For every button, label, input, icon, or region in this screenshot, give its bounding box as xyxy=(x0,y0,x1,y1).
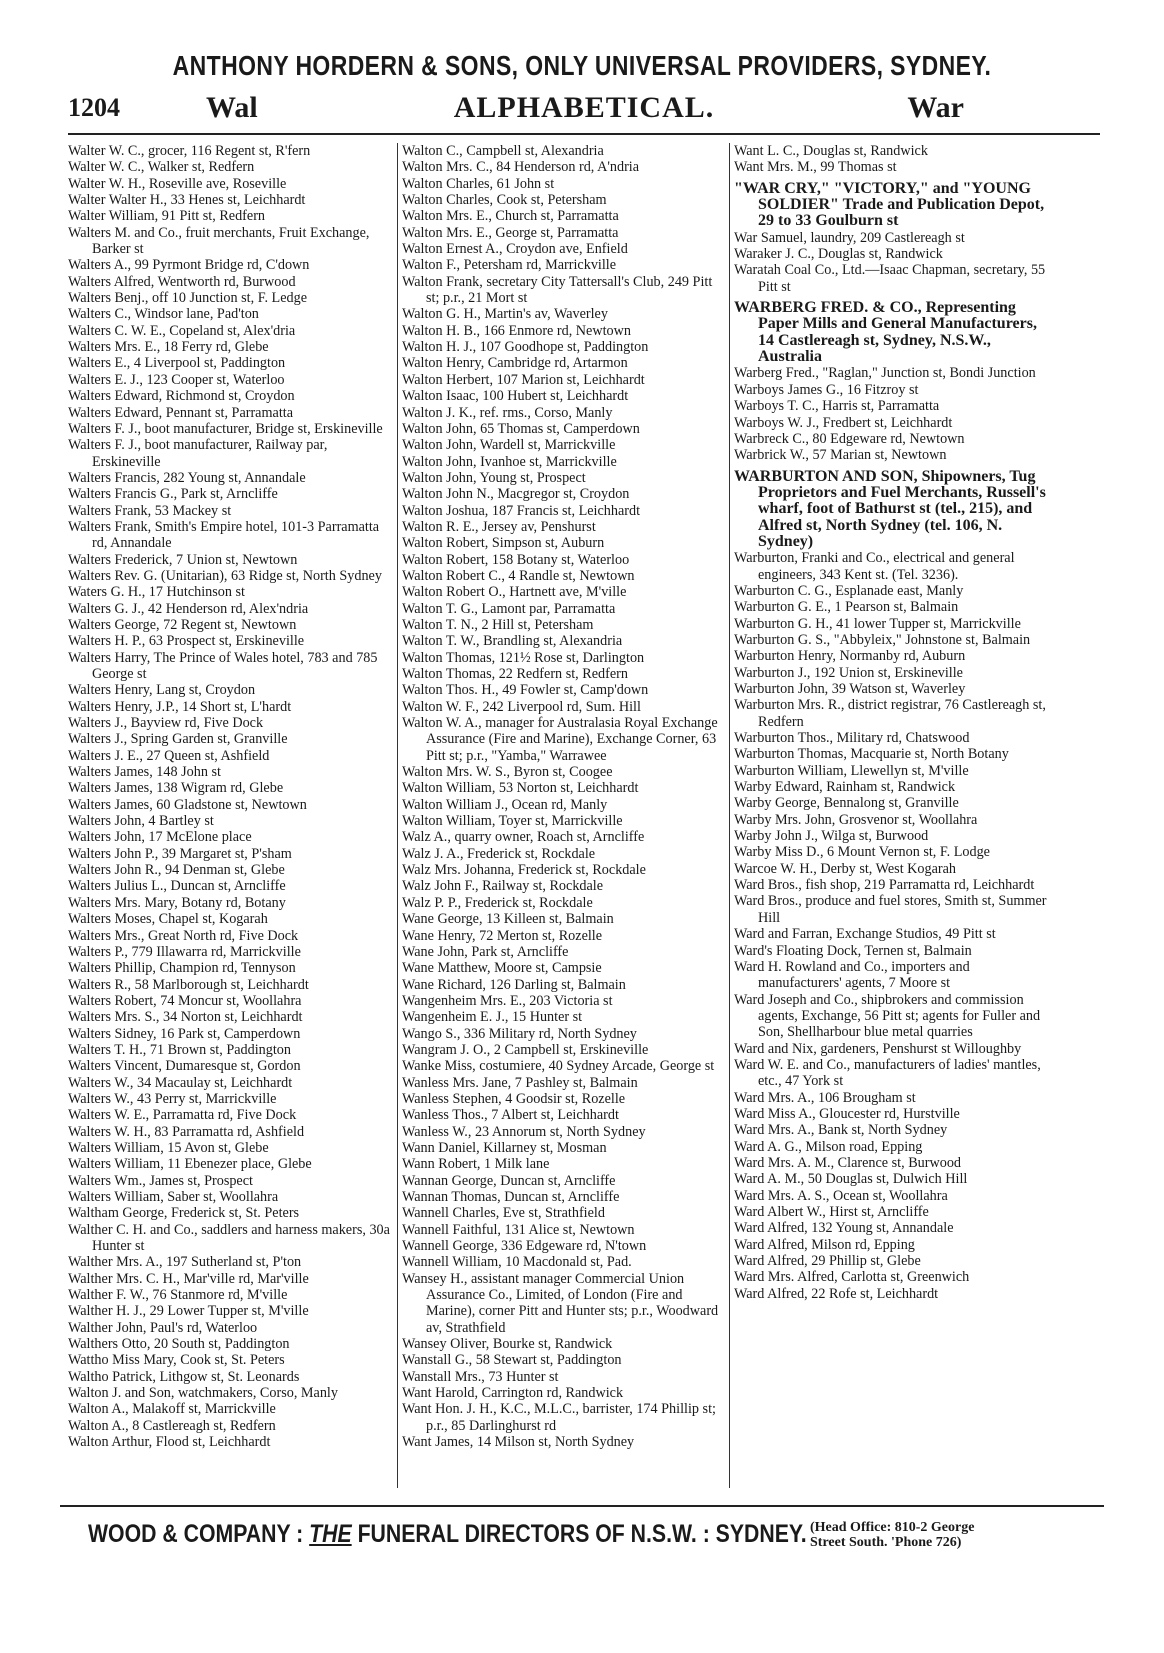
directory-entry: Walton R. E., Jersey av, Penshurst xyxy=(402,518,596,535)
footer-advertisement xyxy=(88,1520,1098,1560)
directory-entry: Walters F. J., boot manufacturer, Bridge st, Erskineville xyxy=(68,420,383,437)
directory-entry: Walton Joshua, 187 Francis st, Leichhardt xyxy=(402,502,641,519)
footer-office-line-2: Street South. 'Phone 726) xyxy=(810,1535,962,1550)
directory-entry: Walton Robert, Simpson st, Auburn xyxy=(402,535,605,552)
directory-entry: Walton John, Wardell st, Marrickville xyxy=(402,437,616,454)
directory-entry: Walton Thomas, 22 Redfern st, Redfern xyxy=(402,666,628,682)
directory-entry: Wannan Thomas, Duncan st, Arncliffe xyxy=(402,1189,620,1205)
directory-entry: Ward's Floating Dock, Ternen st, Balmain xyxy=(734,942,972,959)
directory-entry: Walter Walter H., 33 Henes st, Leichhardt xyxy=(68,192,306,209)
directory-entry: Wannell Faithful, 131 Alice st, Newtown xyxy=(402,1221,635,1238)
directory-entry: Walters Francis G., Park st, Arncliffe xyxy=(68,486,278,503)
directory-entry: Walton H. J., 107 Goodhope st, Paddington xyxy=(402,339,649,356)
directory-entry: Waltho Patrick, Lithgow st, St. Leonards xyxy=(68,1368,300,1385)
directory-entry: Warby John J., Wilga st, Burwood xyxy=(734,828,929,845)
directory-entry: Walters John, 17 McElone place xyxy=(68,829,252,846)
directory-entry: Ward Bros., fish shop, 219 Parramatta rd, Leichhardt xyxy=(734,877,1035,894)
directory-entry: Walters W., 34 Macaulay st, Leichhardt xyxy=(68,1074,293,1091)
directory-entry: Wane George, 13 Killeen st, Balmain xyxy=(402,911,614,928)
page-header xyxy=(68,93,1100,129)
directory-entry: Walters James, 148 John st xyxy=(68,764,221,781)
directory-entry: Walters Vincent, Dumaresque st, Gordon xyxy=(68,1058,301,1075)
directory-entry: Walz A., quarry owner, Roach st, Arncliffe xyxy=(402,829,645,846)
directory-entry: Waltham George, Frederick st, St. Peters xyxy=(68,1205,300,1222)
directory-entry: Warcoe W. H., Derby st, West Kogarah xyxy=(734,860,957,877)
directory-entry: Walton Robert O., Hartnett ave, M'ville xyxy=(402,584,627,601)
directory-entry: Walton Charles, 61 John st xyxy=(402,175,555,192)
directory-entry: Walton W. A., manager for Australasia Royal Exchange Assurance (Fire and Marine), Exchange Corner, 63 Pitt st; p.r., "Yamba," Warrawee xyxy=(402,715,718,764)
directory-entry: Walton Mrs. W. S., Byron st, Coogee xyxy=(402,764,613,781)
directory-entry: Walters Phillip, Champion rd, Tennyson xyxy=(68,960,296,977)
header-rule xyxy=(68,133,1100,135)
directory-entry: Walton T. G., Lamont par, Parramatta xyxy=(402,600,616,617)
directory-entry: Warburton Thos., Military rd, Chatswood xyxy=(734,730,970,747)
directory-column-1 xyxy=(68,143,394,1451)
directory-entry: War Samuel, laundry, 209 Castlereagh st xyxy=(734,229,965,246)
directory-entry: Walters John, 4 Bartley st xyxy=(68,813,214,830)
directory-entry: Walthers Otto, 20 South st, Paddington xyxy=(68,1336,290,1353)
directory-column-3 xyxy=(734,143,1056,1302)
directory-entry: Walters Frederick, 7 Union st, Newtown xyxy=(68,551,298,568)
directory-entry: Walton Herbert, 107 Marion st, Leichhardt xyxy=(402,371,645,388)
directory-entry: Walton F., Petersham rd, Marrickville xyxy=(402,257,617,274)
directory-entry: Walters William, 11 Ebenezer place, Glebe xyxy=(68,1156,312,1173)
directory-entry: Ward H. Rowland and Co., importers and manufacturers' agents, 7 Moore st xyxy=(734,958,970,992)
directory-entry: Walters Julius L., Duncan st, Arncliffe xyxy=(68,878,286,895)
directory-entry: Wannell Charles, Eve st, Strathfield xyxy=(402,1205,605,1222)
directory-entry: Walz Mrs. Johanna, Frederick st, Rockdale xyxy=(402,862,646,879)
directory-entry: Walter W. C., grocer, 116 Regent st, R'fern xyxy=(68,143,311,159)
directory-entry: Walters William, Saber st, Woollahra xyxy=(68,1189,279,1205)
directory-entry: Walters Sidney, 16 Park st, Camperdown xyxy=(68,1025,301,1042)
directory-entry: Ward Miss A., Gloucester rd, Hurstville xyxy=(734,1105,960,1122)
directory-entry: Warburton Henry, Normanby rd, Auburn xyxy=(734,648,966,665)
directory-entry: Wane Richard, 126 Darling st, Balmain xyxy=(402,976,626,993)
directory-entry: Wanstall Mrs., 73 Hunter st xyxy=(402,1368,559,1385)
directory-entry: Warburton G. S., "Abbyleix," Johnstone st, Balmain xyxy=(734,631,1031,648)
directory-entry: Walters F. J., boot manufacturer, Railway par, Erskineville xyxy=(68,437,328,470)
advertising-banner: ANTHONY HORDERN & SONS, ONLY UNIVERSAL PROVIDERS, SYDNEY. xyxy=(172,50,992,81)
directory-entry: WARBURTON AND SON, Shipowners, Tug Proprietors and Fuel Merchants, Russell's wharf, foot of Bathurst st (tel., 215), and Alfred st, North Sydney (tel. 106, N. Sydney) xyxy=(734,467,1046,550)
directory-entry: Warburton, Franki and Co., electrical and general engineers, 343 Kent st. (Tel. 3236). xyxy=(734,550,1015,583)
directory-entry: Walters Henry, Lang st, Croydon xyxy=(68,682,256,699)
directory-entry: Walther Mrs. A., 197 Sutherland st, P'ton xyxy=(68,1254,302,1271)
directory-entry: Waters G. H., 17 Hutchinson st xyxy=(68,584,245,601)
directory-entry: Walther F. W., 76 Stanmore rd, M'ville xyxy=(68,1287,288,1304)
directory-entry: Walton J. K., ref. rms., Corso, Manly xyxy=(402,404,613,421)
directory-entry: Warboys James G., 16 Fitzroy st xyxy=(734,381,919,398)
directory-entry: Walton William, Toyer st, Marrickville xyxy=(402,813,623,830)
directory-entry: Walters P., 779 Illawarra rd, Marrickville xyxy=(68,943,301,960)
directory-entry: Ward Alfred, Milson rd, Epping xyxy=(734,1236,915,1253)
directory-entry: Walters E. J., 123 Cooper st, Waterloo xyxy=(68,371,285,388)
directory-entry: Ward and Nix, gardeners, Penshurst st Willoughby xyxy=(734,1040,1022,1057)
directory-entry: Wannell William, 10 Macdonald st, Pad. xyxy=(402,1254,632,1271)
directory-entry: Walters Alfred, Wentworth rd, Burwood xyxy=(68,273,296,290)
directory-entry: Walton A., 8 Castlereagh st, Redfern xyxy=(68,1417,276,1434)
directory-entry: Warburton J., 192 Union st, Erskineville xyxy=(734,664,963,681)
directory-entry: Walters Mrs., Great North rd, Five Dock xyxy=(68,927,299,944)
directory-entry: Walters C., Windsor lane, Pad'ton xyxy=(68,306,259,323)
directory-entry: Walters Rev. G. (Unitarian), 63 Ridge st, North Sydney xyxy=(68,567,382,584)
directory-entry: Walters Moses, Chapel st, Kogarah xyxy=(68,911,268,928)
directory-entry: Warberg Fred., "Raglan," Junction st, Bondi Junction xyxy=(734,365,1036,382)
directory-entry: Wannan George, Duncan st, Arncliffe xyxy=(402,1172,616,1189)
directory-entry: Walters Benj., off 10 Junction st, F. Ledge xyxy=(68,290,308,307)
directory-entry: Wane Henry, 72 Merton st, Rozelle xyxy=(402,927,603,944)
directory-entry: Warburton William, Llewellyn st, M'ville xyxy=(734,762,969,779)
directory-entry: Walton William J., Ocean rd, Manly xyxy=(402,796,608,813)
directory-entry: Walters Mrs. E., 18 Ferry rd, Glebe xyxy=(68,339,269,356)
directory-entry: Ward Alfred, 22 Rofe st, Leichhardt xyxy=(734,1285,939,1302)
directory-entry: Walton Robert C., 4 Randle st, Newtown xyxy=(402,567,635,584)
directory-entry: Walton Robert, 158 Botany st, Waterloo xyxy=(402,551,630,568)
directory-entry: Walter W. H., Roseville ave, Roseville xyxy=(68,175,287,192)
directory-entry: Ward Albert W., Hirst st, Arncliffe xyxy=(734,1204,929,1220)
directory-entry: Want L. C., Douglas st, Randwick xyxy=(734,143,928,159)
directory-entry: Walton A., Malakoff st, Marrickville xyxy=(68,1401,276,1418)
directory-entry: Walters John P., 39 Margaret st, P'sham xyxy=(68,845,292,862)
directory-entry: Walton John, 65 Thomas st, Camperdown xyxy=(402,420,640,437)
directory-entry: Ward Joseph and Co., shipbrokers and commission agents, Exchange, 56 Pitt st; agents for Fuller and Son, Shellharbour blue metal quarries xyxy=(734,991,1041,1041)
directory-entry: Warby Miss D., 6 Mount Vernon st, F. Lodge xyxy=(734,844,990,861)
directory-entry: Warby George, Bennalong st, Granville xyxy=(734,795,959,812)
directory-entry: Walton John, Young st, Prospect xyxy=(402,469,586,486)
directory-entry: Wangenheim Mrs. E., 203 Victoria st xyxy=(402,992,613,1009)
directory-entry: Walton Frank, secretary City Tattersall's Club, 249 Pitt st; p.r., 21 Mort st xyxy=(402,273,713,307)
directory-entry: Walters George, 72 Regent st, Newtown xyxy=(68,616,297,633)
directory-entry: Walters James, 138 Wigram rd, Glebe xyxy=(68,780,284,797)
directory-entry: WARBERG FRED. & CO., Representing Paper Mills and General Manufacturers, 14 Castlereagh st, Sydney, N.S.W., Australia xyxy=(734,299,1037,366)
directory-entry: Walton J. and Son, watchmakers, Corso, Manly xyxy=(68,1385,338,1402)
directory-entry: Walton H. B., 166 Enmore rd, Newtown xyxy=(402,322,631,339)
directory-entry: Ward Alfred, 29 Phillip st, Glebe xyxy=(734,1253,921,1270)
directory-entry: Wansey H., assistant manager Commercial Union Assurance Co., Limited, of London (Fire and Marine), corner Pitt and Hunter sts; p.r., Woodward av, Strathfield xyxy=(402,1270,719,1336)
directory-entry: Warburton G. H., 41 lower Tupper st, Marrickville xyxy=(734,615,1021,632)
directory-entry: Walther Mrs. C. H., Mar'ville rd, Mar'ville xyxy=(68,1270,309,1287)
directory-entry: Walz John F., Railway st, Rockdale xyxy=(402,878,604,895)
directory-entry: Walters J., Spring Garden st, Granville xyxy=(68,731,288,748)
directory-entry: Wanless Stephen, 4 Goodsir st, Rozelle xyxy=(402,1090,626,1107)
directory-entry: Ward Mrs. A., 106 Brougham st xyxy=(734,1089,916,1106)
directory-entry: Warburton Mrs. R., district registrar, 76 Castlereagh st, Redfern xyxy=(734,697,1046,730)
footer-office-line-1: (Head Office: 810-2 George xyxy=(810,1520,975,1535)
directory-entry: Walton G. H., Martin's av, Waverley xyxy=(402,306,608,323)
directory-entry: Walters M. and Co., fruit merchants, Fruit Exchange, Barker st xyxy=(68,224,370,258)
directory-entry: Walton Thomas, 121½ Rose st, Darlington xyxy=(402,649,645,666)
directory-entry: Walters W., 43 Perry st, Marrickville xyxy=(68,1090,277,1107)
directory-entry: Want Hon. J. H., K.C., M.L.C., barrister, 174 Phillip st; p.r., 85 Darlinghurst rd xyxy=(402,1401,716,1434)
directory-entry: Walter William, 91 Pitt st, Redfern xyxy=(68,208,266,225)
directory-entry: Wanless Thos., 7 Albert st, Leichhardt xyxy=(402,1107,619,1124)
directory-entry: Warboys T. C., Harris st, Parramatta xyxy=(734,398,940,415)
directory-entry: Walther John, Paul's rd, Waterloo xyxy=(68,1319,258,1336)
directory-entry: Walters Mrs. S., 34 Norton st, Leichhardt xyxy=(68,1009,303,1026)
directory-entry: Walton W. F., 242 Liverpool rd, Sum. Hill xyxy=(402,698,641,715)
directory-entry: Walton Arthur, Flood st, Leichhardt xyxy=(68,1434,271,1451)
directory-entry: Warburton C. G., Esplanade east, Manly xyxy=(734,582,964,599)
directory-entry: Walters E., 4 Liverpool st, Paddington xyxy=(68,355,286,372)
headword-right: War xyxy=(907,91,964,124)
directory-entry: Wanstall G., 58 Stewart st, Paddington xyxy=(402,1352,622,1369)
directory-entry: Warburton Thomas, Macquarie st, North Botany xyxy=(734,746,1009,763)
directory-entry: Walters Robert, 74 Moncur st, Woollahra xyxy=(68,992,302,1009)
directory-entry: Walters Harry, The Prince of Wales hotel, 783 and 785 George st xyxy=(68,649,378,682)
directory-entry: Wattho Miss Mary, Cook st, St. Peters xyxy=(68,1352,285,1369)
directory-entry: Walters Edward, Pennant st, Parramatta xyxy=(68,404,293,421)
directory-entry: Walters James, 60 Gladstone st, Newtown xyxy=(68,796,307,813)
directory-column-2 xyxy=(402,143,725,1451)
directory-entry: Warbrick W., 57 Marian st, Newtown xyxy=(734,447,947,464)
directory-entry: Wann Robert, 1 Milk lane xyxy=(402,1156,550,1173)
directory-entry: Wango S., 336 Military rd, North Sydney xyxy=(402,1025,637,1042)
directory-entry: Walton C., Campbell st, Alexandria xyxy=(402,143,604,159)
directory-entry: Walton Ernest A., Croydon ave, Enfield xyxy=(402,241,628,258)
directory-entry: Ward Mrs. A., Bank st, North Sydney xyxy=(734,1122,948,1139)
directory-entry: Wangenheim E. J., 15 Hunter st xyxy=(402,1009,583,1026)
directory-entry: Warburton G. E., 1 Pearson st, Balmain xyxy=(734,599,959,616)
directory-entry: Walters Wm., James st, Prospect xyxy=(68,1172,253,1189)
directory-entry: Walther H. J., 29 Lower Tupper st, M'ville xyxy=(68,1303,309,1320)
directory-entry: Wangram J. O., 2 Campbell st, Erskineville xyxy=(402,1041,649,1058)
directory-entry: Walton T. N., 2 Hill st, Petersham xyxy=(402,616,594,633)
directory-entry: Ward and Farran, Exchange Studios, 49 Pitt st xyxy=(734,926,996,943)
directory-entry: Walters W. H., 83 Parramatta rd, Ashfield xyxy=(68,1123,305,1140)
directory-entry: Ward Mrs. A. M., Clarence st, Burwood xyxy=(734,1154,962,1171)
directory-entry: Wansey Oliver, Bourke st, Randwick xyxy=(402,1336,613,1353)
page-number: 1204 xyxy=(68,93,120,122)
directory-entry: Walters Edward, Richmond st, Croydon xyxy=(68,388,295,405)
footer-brand-text xyxy=(88,1520,807,1549)
directory-entry: Waraker J. C., Douglas st, Randwick xyxy=(734,246,943,263)
directory-entry: Walter W. C., Walker st, Redfern xyxy=(68,159,255,176)
directory-entry: Wanless Mrs. Jane, 7 Pashley st, Balmain xyxy=(402,1074,638,1091)
directory-entry: Warbreck C., 80 Edgeware rd, Newtown xyxy=(734,430,965,447)
directory-entry: Want James, 14 Milson st, North Sydney xyxy=(402,1434,635,1451)
directory-entry: Walters T. H., 71 Brown st, Paddington xyxy=(68,1041,291,1058)
directory-entry: Wanless W., 23 Annorum st, North Sydney xyxy=(402,1123,646,1140)
directory-entry: Walton Mrs. E., George st, Parramatta xyxy=(402,224,619,241)
directory-entry: Warboys W. J., Fredbert st, Leichhardt xyxy=(734,414,953,431)
directory-entry: Want Mrs. M., 99 Thomas st xyxy=(734,159,897,176)
footer-brand-part-2: FUNERAL DIRECTORS OF N.S.W. : SYDNEY. xyxy=(351,1520,807,1548)
directory-entry: Walther C. H. and Co., saddlers and harness makers, 30a Hunter st xyxy=(68,1221,390,1255)
directory-entry: Walton Isaac, 100 Hubert st, Leichhardt xyxy=(402,388,629,405)
directory-entry: Walters Mrs. Mary, Botany rd, Botany xyxy=(68,894,286,911)
directory-entry: Ward Mrs. A. S., Ocean st, Woollahra xyxy=(734,1187,948,1204)
directory-entry: Walz J. A., Frederick st, Rockdale xyxy=(402,845,596,862)
footer-brand-the: THE xyxy=(309,1520,352,1548)
directory-entry: Walton John, Ivanhoe st, Marrickville xyxy=(402,453,617,470)
directory-entry: Ward A. G., Milson road, Epping xyxy=(734,1138,923,1155)
directory-entry: Ward Bros., produce and fuel stores, Smith st, Summer Hill xyxy=(734,893,1047,926)
column-divider xyxy=(397,143,398,1488)
directory-entry: Wann Daniel, Killarney st, Mosman xyxy=(402,1139,607,1156)
directory-entry: Walton Henry, Cambridge rd, Artarmon xyxy=(402,355,628,372)
directory-entry: Waratah Coal Co., Ltd.—Isaac Chapman, secretary, 55 Pitt st xyxy=(734,262,1046,295)
directory-entry: Wane John, Park st, Arncliffe xyxy=(402,943,569,960)
directory-entry: Walters Francis, 282 Young st, Annandale xyxy=(68,469,306,486)
directory-entry: "WAR CRY," "VICTORY," and "YOUNG SOLDIER" Trade and Publication Depot, 29 to 33 Goulburn st xyxy=(734,179,1045,230)
directory-entry: Walton Mrs. E., Church st, Parramatta xyxy=(402,208,619,225)
directory-entry: Walters H. P., 63 Prospect st, Erskineville xyxy=(68,633,305,650)
directory-entry: Walters Henry, J.P., 14 Short st, L'hardt xyxy=(68,698,292,715)
directory-entry: Walters Frank, 53 Mackey st xyxy=(68,502,232,519)
directory-entry: Want Harold, Carrington rd, Randwick xyxy=(402,1385,624,1402)
directory-entry: Walz P. P., Frederick st, Rockdale xyxy=(402,894,593,911)
directory-entry: Walters J. E., 27 Queen st, Ashfield xyxy=(68,747,270,764)
directory-entry: Ward Alfred, 132 Young st, Annandale xyxy=(734,1220,954,1237)
directory-entry: Walton T. W., Brandling st, Alexandria xyxy=(402,633,623,650)
directory-entry: Walton John N., Macgregor st, Croydon xyxy=(402,486,630,503)
directory-entry: Walters C. W. E., Copeland st, Alex'dria xyxy=(68,322,296,339)
directory-entry: Walters J., Bayview rd, Five Dock xyxy=(68,715,264,732)
directory-entry: Wane Matthew, Moore st, Campsie xyxy=(402,960,602,977)
directory-entry: Walters John R., 94 Denman st, Glebe xyxy=(68,862,285,879)
directory-entry: Walters Frank, Smith's Empire hotel, 101-3 Parramatta rd, Annandale xyxy=(68,518,380,552)
footer-brand-part-1: WOOD & COMPANY : xyxy=(88,1520,310,1548)
footer-rule xyxy=(60,1505,1104,1507)
column-divider xyxy=(729,143,730,1488)
directory-entry: Ward Mrs. Alfred, Carlotta st, Greenwich xyxy=(734,1269,970,1286)
directory-entry: Walters A., 99 Pyrmont Bridge rd, C'down xyxy=(68,257,310,274)
directory-entry: Walton Mrs. C., 84 Henderson rd, A'ndria xyxy=(402,159,640,176)
directory-entry: Wannell George, 336 Edgeware rd, N'town xyxy=(402,1238,647,1255)
directory-entry: Warby Mrs. John, Grosvenor st, Woollahra xyxy=(734,811,978,828)
directory-entry: Walters R., 58 Marlborough st, Leichhardt xyxy=(68,976,309,993)
headword-left: Wal xyxy=(206,91,258,124)
directory-entry: Walton William, 53 Norton st, Leichhardt xyxy=(402,780,639,797)
directory-entry: Walton Charles, Cook st, Petersham xyxy=(402,192,607,209)
directory-entry: Walters G. J., 42 Henderson rd, Alex'ndria xyxy=(68,600,309,617)
directory-entry: Warburton John, 39 Watson st, Waverley xyxy=(734,681,966,697)
directory-entry: Walters W. E., Parramatta rd, Five Dock xyxy=(68,1107,297,1124)
directory-entry: Ward A. M., 50 Douglas st, Dulwich Hill xyxy=(734,1171,968,1188)
directory-entry: Walton Thos. H., 49 Fowler st, Camp'down xyxy=(402,682,649,699)
directory-entry: Walters William, 15 Avon st, Glebe xyxy=(68,1139,269,1156)
directory-entry: Ward W. E. and Co., manufacturers of ladies' mantles, etc., 47 York st xyxy=(734,1056,1041,1090)
directory-entry: Wanke Miss, costumiere, 40 Sydney Arcade, George st xyxy=(402,1058,715,1075)
footer-head-office xyxy=(810,1520,974,1550)
section-title: ALPHABETICAL. xyxy=(453,91,715,124)
directory-entry: Warby Edward, Rainham st, Randwick xyxy=(734,779,956,796)
